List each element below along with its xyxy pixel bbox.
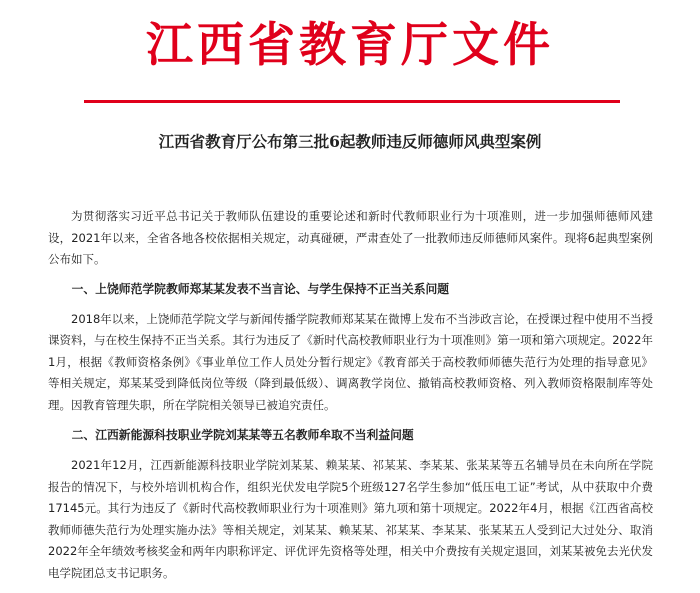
- case-2-paragraph: 2021年12月，江西新能源科技职业学院刘某某、赖某某、祁某某、李某某、张某某等五名辅导员在未向所在学院报告的情况下，与校外培训机构合作，组织光伏发电学院5个班级127名学生参加“低压电工证”考试，从中获取中介费17145元。其行为违反了《新时代高校教师职业行为十项准则》第九项和第十项规定。2022年4月，根据《江西省高校教师师德失范行为处理实施办法》等相关规定，刘某某、赖某某、祁某某、李某某、张某某五人受到记大过处分、取消2022年全年绩效考核奖金和两年内职称评定、评优评先资格等处理，相关中介费按有关规定退回，刘某某被免去光伏发电学院团总支书记职务。: [48, 458, 653, 580]
- document-title: 江西省教育厅公布第三批6起教师违反师德师风典型案例: [158, 132, 542, 151]
- red-divider-line: [84, 100, 620, 103]
- intro-paragraph: 为贯彻落实习近平总书记关于教师队伍建设的重要论述和新时代教师职业行为十项准则，进一步加强师德师风建设，2021年以来，全省各地各校依据相关规定，动真碰硬，严肃查处了一批教师违反师德师风案件。现将6起典型案例公布如下。: [48, 209, 653, 266]
- case-1-paragraph: 2018年以来，上饶师范学院文学与新闻传播学院教师郑某某在微博上发布不当涉政言论，在授课过程中使用不当授课资料，与在校生保持不正当关系。其行为违反了《新时代高校教师职业行为十项准则》第一项和第六项规定。2022年1月，根据《教师资格条例》《事业单位工作人员处分暂行规定》《教育部关于高校教师师德失范行为处理的指导意见》等相关规定，郑某某受到降低岗位等级（降到最低级）、调离教学岗位、撤销高校教师资格、列入教师资格限制库等处理。因教育管理失职，所在学院相关领导已被追究责任。: [48, 311, 653, 412]
- issuing-office-header: 江西省教育厅文件: [146, 18, 554, 73]
- case-2-heading: 二、江西新能源科技职业学院刘某某等五名教师牟取不当利益问题: [71, 428, 414, 442]
- case-1-heading: 一、上饶师范学院教师郑某某发表不当言论、与学生保持不正当关系问题: [71, 281, 450, 296]
- document-body: [48, 206, 653, 593]
